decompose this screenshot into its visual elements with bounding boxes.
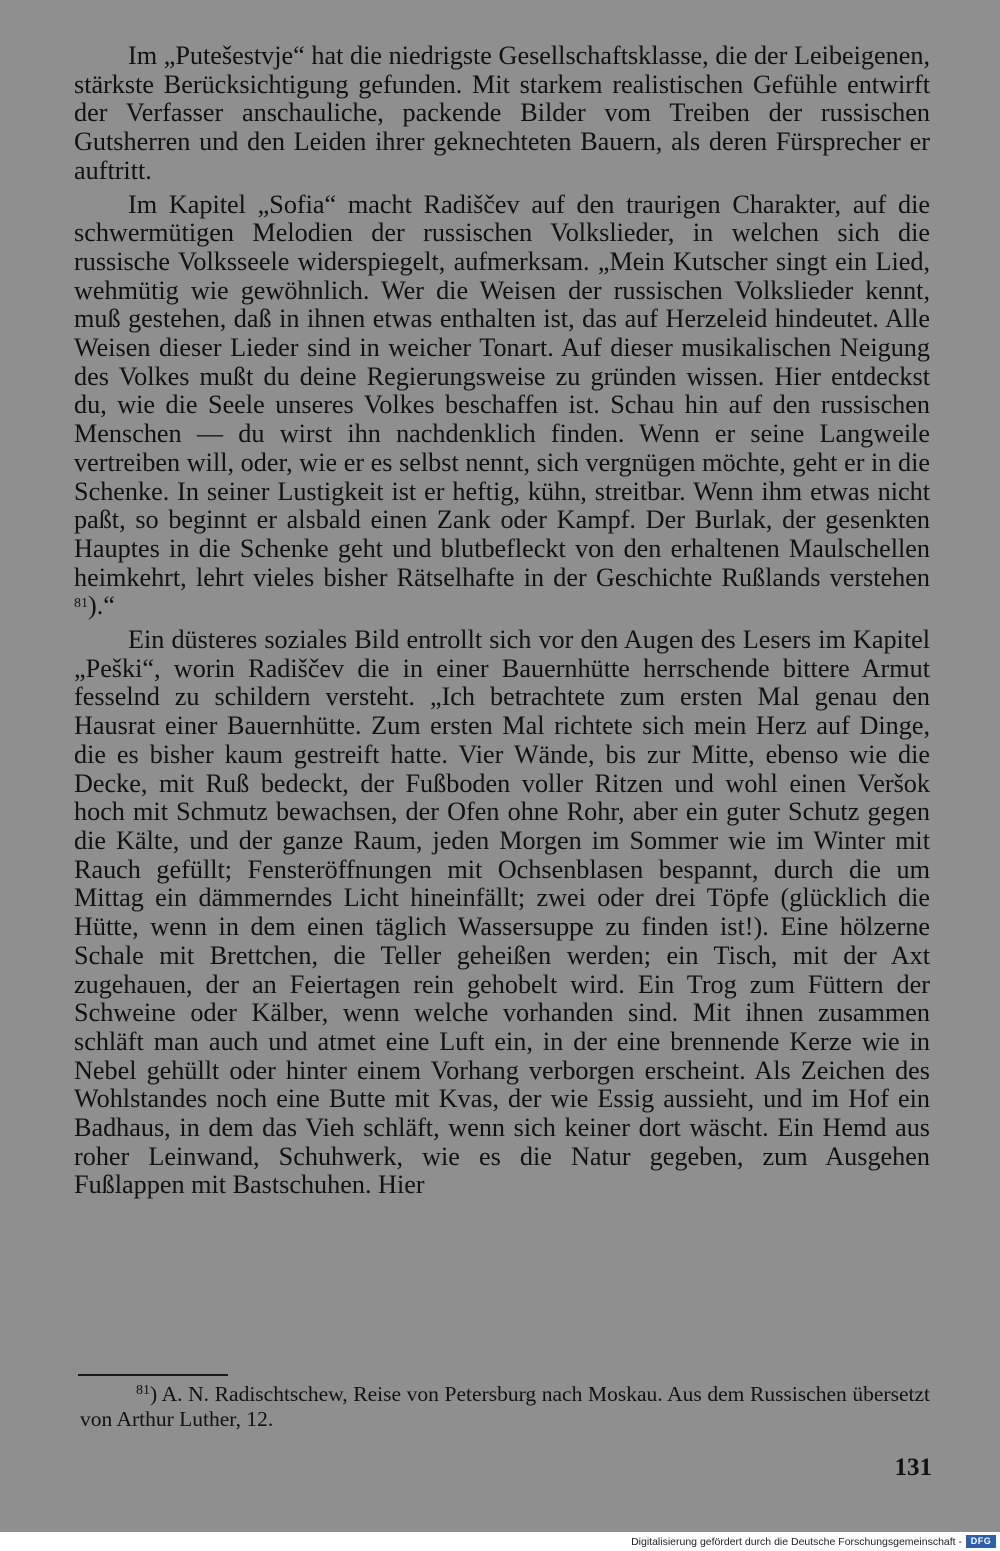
footnote-separator (78, 1374, 228, 1376)
footnote-text: ) A. N. Radischtschew, Reise von Petersburg nach Moskau. Aus dem Russischen übersetzt von Arthur Luther, 12. (80, 1382, 930, 1431)
footnote-marker: 81 (136, 1383, 150, 1398)
dfg-logo-icon: DFG (966, 1535, 996, 1548)
footnote (80, 1382, 930, 1432)
paragraph-2-text: Im Kapitel „Sofia“ macht Radiščev auf den traurigen Charakter, auf die schwermütigen Melodien der russischen Volkslieder, in welchen sich die russische Volksseele widerspiegelt, aufmerksam. „Mein Kutscher singt ein Lied, wehmütig wie gewöhnlich. Wer die Weisen der russischen Volkslieder kennt, muß gestehen, daß in ihnen etwas enthalten ist, das auf Herzeleid hindeutet. Alle Weisen dieser Lieder sind in weicher Tonart. Auf dieser musikalischen Neigung des Volkes mußt du deine Regierungsweise zu gründen wissen. Hier entdeckst du, wie die Seele unseres Volkes beschaffen ist. Schau hin auf den russischen Menschen — du wirst ihn nachdenklich finden. Wenn er seine Langweile vertreiben will, oder, wie er es selbst nennt, sich vergnügen möchte, geht er in die Schenke. In seiner Lustigkeit ist er heftig, kühn, streitbar. Wenn ihm etwas nicht paßt, so beginnt er alsbald einen Zank oder Kampf. Der Burlak, der gesenkten Hauptes in die Schenke geht und blutbefleckt von den erhaltenen Maulschellen heimkehrt, lehrt vieles bisher Rätselhafte in der Geschichte Rußlands verstehen (74, 189, 930, 592)
paragraph-2 (74, 191, 930, 622)
footnote-reference: 81 (74, 596, 88, 612)
page-number: 131 (894, 1454, 932, 1481)
funding-credit: Digitalisierung gefördert durch die Deutsche Forschungsgemeinschaft - (631, 1536, 962, 1548)
quote-close: ).“ (88, 591, 115, 621)
paragraph-1: Im „Putešestvje“ hat die niedrigste Gesellschaftsklasse, die der Leibeigenen, stärkste Berücksichtigung gefunden. Mit starkem realistischen Gefühle entwirft der Verfasser anschauliche, packende Bilder vom Treiben der russischen Gutsherren und den Leiden ihrer geknechteten Bauern, als deren Fürsprecher er auftritt. (74, 41, 930, 185)
body-text (74, 42, 930, 1205)
paragraph-3: Ein düsteres soziales Bild entrollt sich vor den Augen des Lesers im Kapitel „Peški“, worin Radiščev die in einer Bauernhütte herrschende bittere Armut fesselnd zu schildern versteht. „Ich betrachtete zum ersten Mal genau den Hausrat einer Bauernhütte. Zum ersten Mal richtete sich mein Herz auf Dinge, die es bisher kaum gestreift hatte. Vier Wände, bis zur Mitte, ebenso wie die Decke, mit Ruß bedeckt, der Fußboden voller Ritzen und wohl einen Veršok hoch mit Schmutz bewachsen, der Ofen ohne Rohr, aber ein guter Schutz gegen die Kälte, und der ganze Raum, jeden Morgen im Sommer wie im Winter mit Rauch gefüllt; Fensteröffnungen mit Ochsenblasen bespannt, durch die um Mittag ein dämmerndes Licht hineinfällt; zwei oder drei Töpfe (glücklich die Hütte, wenn in dem einen täglich Wassersuppe zu finden ist!). Eine hölzerne Schale mit Brettchen, die Teller geheißen werden; ein Tisch, mit der Axt zugehauen, der an Feiertagen rein gehobelt wird. Ein Trog zum Füttern der Schweine oder Kälber, wenn welche vorhanden sind. Mit ihnen zusammen schläft man auch und atmet eine Luft ein, in der eine brennende Kerze wie in Nebel gehüllt oder hinter einem Vorhang verborgen erscheint. Als Zeichen des Wohlstandes noch eine Butte mit Kvas, der wie Essig aussieht, und im Hof ein Badhaus, in dem das Vieh schläft, wenn sich keiner dort wäscht. Ein Hemd aus roher Leinwand, Schuhwerk, wie es die Natur gegeben, zum Ausgehen Fußlappen mit Bastschuhen. Hier (74, 625, 930, 1200)
